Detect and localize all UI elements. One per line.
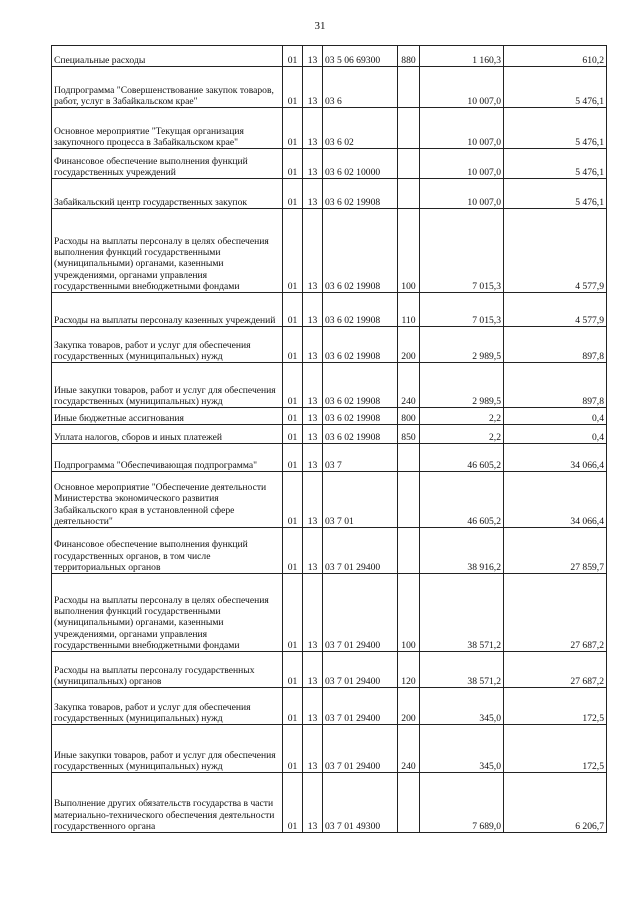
expense-type-code: 800 — [398, 408, 420, 425]
target-article-code: 03 7 01 29400 — [323, 574, 398, 652]
expense-type-code — [398, 67, 420, 108]
subsection-code: 13 — [303, 67, 323, 108]
approved-amount: 46 605,2 — [420, 472, 504, 528]
approved-amount: 38 916,2 — [420, 528, 504, 574]
approved-amount: 2 989,5 — [420, 363, 504, 408]
section-code: 01 — [283, 408, 303, 425]
approved-amount: 10 007,0 — [420, 67, 504, 108]
expense-type-code — [398, 528, 420, 574]
subsection-code: 13 — [303, 149, 323, 179]
subsection-code: 13 — [303, 363, 323, 408]
approved-amount: 2,2 — [420, 408, 504, 425]
row-name: Основное мероприятие "Обеспечение деятельности Министерства экономического развития Забайкальского края в установленной сфере деятельности" — [52, 472, 283, 528]
table-row — [52, 773, 607, 833]
subsection-code: 13 — [303, 209, 323, 293]
row-name: Уплата налогов, сборов и иных платежей — [52, 425, 283, 444]
row-name: Иные закупки товаров, работ и услуг для обеспечения государственных (муниципальных) нужд — [52, 363, 283, 408]
row-name: Финансовое обеспечение выполнения функций государственных органов, в том числе территориальных органов — [52, 528, 283, 574]
table-row — [52, 363, 607, 408]
row-name: Забайкальский центр государственных закупок — [52, 179, 283, 209]
subsection-code: 13 — [303, 293, 323, 327]
section-code: 01 — [283, 67, 303, 108]
subsection-code: 13 — [303, 108, 323, 149]
executed-amount: 172,5 — [504, 725, 607, 773]
executed-amount: 897,8 — [504, 363, 607, 408]
section-code: 01 — [283, 363, 303, 408]
table-row — [52, 725, 607, 773]
executed-amount: 897,8 — [504, 327, 607, 363]
executed-amount: 27 687,2 — [504, 574, 607, 652]
subsection-code: 13 — [303, 425, 323, 444]
executed-amount: 27 687,2 — [504, 652, 607, 688]
subsection-code: 13 — [303, 574, 323, 652]
table-row — [52, 528, 607, 574]
approved-amount: 38 571,2 — [420, 574, 504, 652]
subsection-code: 13 — [303, 327, 323, 363]
approved-amount: 2 989,5 — [420, 327, 504, 363]
row-name: Специальные расходы — [52, 46, 283, 67]
row-name: Основное мероприятие "Текущая организация закупочного процесса в Забайкальском крае" — [52, 108, 283, 149]
section-code: 01 — [283, 444, 303, 472]
expense-type-code: 100 — [398, 209, 420, 293]
expense-type-code: 200 — [398, 327, 420, 363]
target-article-code: 03 7 01 29400 — [323, 688, 398, 725]
row-name: Иные бюджетные ассигнования — [52, 408, 283, 425]
subsection-code: 13 — [303, 652, 323, 688]
expense-type-code — [398, 179, 420, 209]
section-code: 01 — [283, 46, 303, 67]
row-name: Расходы на выплаты персоналу казенных учреждений — [52, 293, 283, 327]
subsection-code: 13 — [303, 179, 323, 209]
section-code: 01 — [283, 179, 303, 209]
expense-type-code: 850 — [398, 425, 420, 444]
expense-type-code: 880 — [398, 46, 420, 67]
section-code: 01 — [283, 773, 303, 833]
target-article-code: 03 7 01 29400 — [323, 528, 398, 574]
executed-amount: 610,2 — [504, 46, 607, 67]
target-article-code: 03 7 01 — [323, 472, 398, 528]
target-article-code: 03 6 02 19908 — [323, 408, 398, 425]
target-article-code: 03 7 01 49300 — [323, 773, 398, 833]
table-row — [52, 408, 607, 425]
expense-type-code: 120 — [398, 652, 420, 688]
target-article-code: 03 6 02 19908 — [323, 179, 398, 209]
approved-amount: 38 571,2 — [420, 652, 504, 688]
approved-amount: 1 160,3 — [420, 46, 504, 67]
table-row — [52, 149, 607, 179]
row-name: Иные закупки товаров, работ и услуг для обеспечения государственных (муниципальных) нужд — [52, 725, 283, 773]
row-name: Выполнение других обязательств государства в части материально-технического обеспечения деятельности государственного органа — [52, 773, 283, 833]
target-article-code: 03 6 02 19908 — [323, 327, 398, 363]
row-name: Финансовое обеспечение выполнения функций государственных учреждений — [52, 149, 283, 179]
row-name: Расходы на выплаты персоналу в целях обеспечения выполнения функций государственными (муниципальными) органами, казенными учреждениями, органами управления государственными внебюджетными фондами — [52, 574, 283, 652]
approved-amount: 2,2 — [420, 425, 504, 444]
row-name: Закупка товаров, работ и услуг для обеспечения государственных (муниципальных) нужд — [52, 327, 283, 363]
approved-amount: 7 015,3 — [420, 209, 504, 293]
target-article-code: 03 6 02 19908 — [323, 425, 398, 444]
section-code: 01 — [283, 209, 303, 293]
table-row — [52, 209, 607, 293]
table-row — [52, 425, 607, 444]
section-code: 01 — [283, 425, 303, 444]
row-name: Закупка товаров, работ и услуг для обеспечения государственных (муниципальных) нужд — [52, 688, 283, 725]
executed-amount: 4 577,9 — [504, 209, 607, 293]
row-name: Расходы на выплаты персоналу государственных (муниципальных) органов — [52, 652, 283, 688]
table-row — [52, 46, 607, 67]
table-row — [52, 179, 607, 209]
table-row — [52, 652, 607, 688]
executed-amount: 4 577,9 — [504, 293, 607, 327]
expense-type-code — [398, 773, 420, 833]
expense-type-code — [398, 472, 420, 528]
approved-amount: 7 689,0 — [420, 773, 504, 833]
section-code: 01 — [283, 652, 303, 688]
target-article-code: 03 6 02 — [323, 108, 398, 149]
subsection-code: 13 — [303, 472, 323, 528]
row-name: Подпрограмма "Обеспечивающая подпрограмма" — [52, 444, 283, 472]
row-name: Расходы на выплаты персоналу в целях обеспечения выполнения функций государственными (муниципальными) органами, казенными учреждениями, органами управления государственными внебюджетными фондами — [52, 209, 283, 293]
table-row — [52, 472, 607, 528]
target-article-code: 03 7 — [323, 444, 398, 472]
section-code: 01 — [283, 293, 303, 327]
executed-amount: 5 476,1 — [504, 179, 607, 209]
executed-amount: 34 066,4 — [504, 472, 607, 528]
expense-type-code — [398, 108, 420, 149]
subsection-code: 13 — [303, 444, 323, 472]
table-row — [52, 327, 607, 363]
executed-amount: 0,4 — [504, 425, 607, 444]
section-code: 01 — [283, 327, 303, 363]
expense-type-code: 110 — [398, 293, 420, 327]
row-name: Подпрограмма "Совершенствование закупок товаров, работ, услуг в Забайкальском крае" — [52, 67, 283, 108]
section-code: 01 — [283, 108, 303, 149]
executed-amount: 34 066,4 — [504, 444, 607, 472]
table-row — [52, 108, 607, 149]
section-code: 01 — [283, 528, 303, 574]
approved-amount: 7 015,3 — [420, 293, 504, 327]
table-row — [52, 688, 607, 725]
target-article-code: 03 7 01 29400 — [323, 725, 398, 773]
approved-amount: 345,0 — [420, 725, 504, 773]
table-row — [52, 67, 607, 108]
expense-type-code: 100 — [398, 574, 420, 652]
subsection-code: 13 — [303, 688, 323, 725]
budget-table-body — [52, 46, 607, 833]
target-article-code: 03 6 02 19908 — [323, 209, 398, 293]
section-code: 01 — [283, 725, 303, 773]
executed-amount: 27 859,7 — [504, 528, 607, 574]
subsection-code: 13 — [303, 46, 323, 67]
approved-amount: 345,0 — [420, 688, 504, 725]
subsection-code: 13 — [303, 408, 323, 425]
target-article-code: 03 6 02 19908 — [323, 293, 398, 327]
approved-amount: 10 007,0 — [420, 149, 504, 179]
executed-amount: 5 476,1 — [504, 149, 607, 179]
target-article-code: 03 7 01 29400 — [323, 652, 398, 688]
executed-amount: 5 476,1 — [504, 67, 607, 108]
budget-table — [51, 45, 607, 833]
subsection-code: 13 — [303, 773, 323, 833]
approved-amount: 10 007,0 — [420, 179, 504, 209]
executed-amount: 0,4 — [504, 408, 607, 425]
target-article-code: 03 5 06 69300 — [323, 46, 398, 67]
executed-amount: 5 476,1 — [504, 108, 607, 149]
expense-type-code: 200 — [398, 688, 420, 725]
expense-type-code — [398, 444, 420, 472]
expense-type-code: 240 — [398, 363, 420, 408]
table-row — [52, 444, 607, 472]
table-row — [52, 574, 607, 652]
approved-amount: 10 007,0 — [420, 108, 504, 149]
subsection-code: 13 — [303, 528, 323, 574]
executed-amount: 6 206,7 — [504, 773, 607, 833]
subsection-code: 13 — [303, 725, 323, 773]
section-code: 01 — [283, 149, 303, 179]
expense-type-code — [398, 149, 420, 179]
approved-amount: 46 605,2 — [420, 444, 504, 472]
section-code: 01 — [283, 688, 303, 725]
target-article-code: 03 6 02 10000 — [323, 149, 398, 179]
table-row — [52, 293, 607, 327]
target-article-code: 03 6 — [323, 67, 398, 108]
target-article-code: 03 6 02 19908 — [323, 363, 398, 408]
section-code: 01 — [283, 574, 303, 652]
section-code: 01 — [283, 472, 303, 528]
page-number: 31 — [314, 20, 326, 32]
expense-type-code: 240 — [398, 725, 420, 773]
executed-amount: 172,5 — [504, 688, 607, 725]
